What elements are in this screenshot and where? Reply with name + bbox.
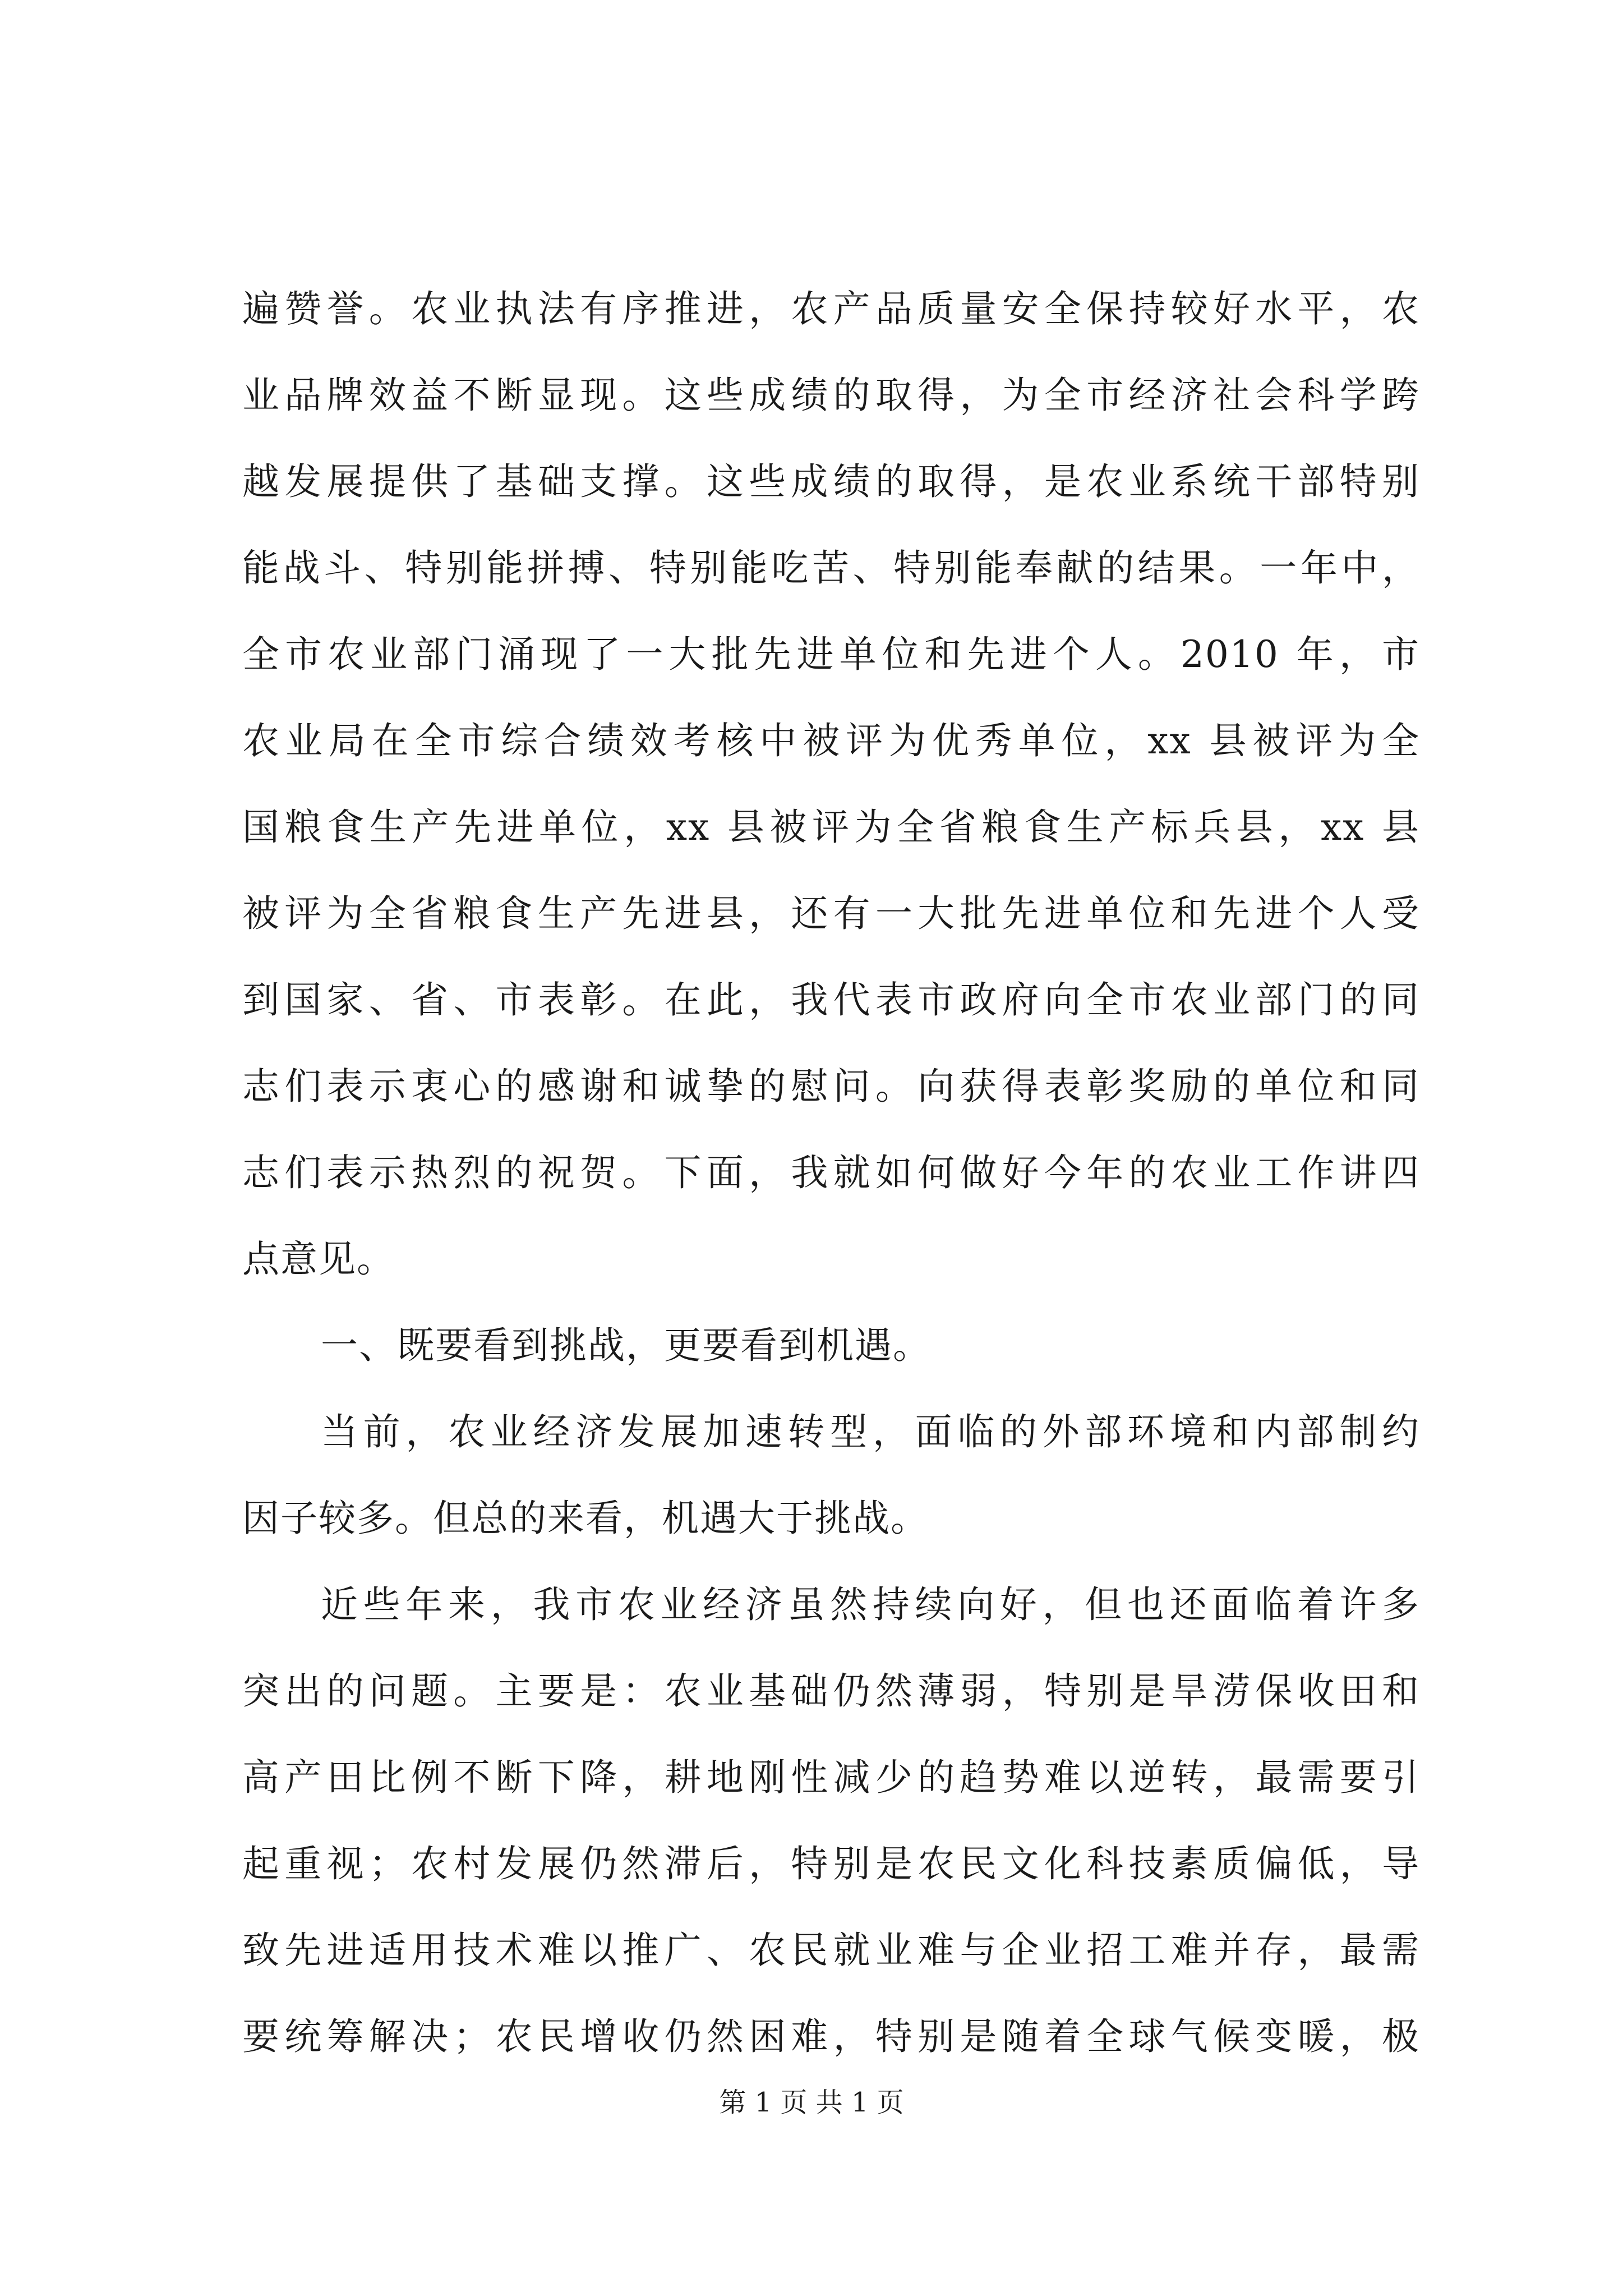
text-line: 起重视；农村发展仍然滞后，特别是农民文化科技素质偏低，导: [242, 1842, 1420, 1885]
text-line: 因子较多。但总的来看，机遇大于挑战。: [242, 1497, 929, 1540]
text-line: 国粮食生产先进单位，xx 县被评为全省粮食生产标兵县，xx 县: [242, 806, 1420, 849]
text-line: 致先进适用技术难以推广、农民就业难与企业招工难并存，最需: [242, 1929, 1420, 1972]
text-line: 被评为全省粮食生产先进县，还有一大批先进单位和先进个人受: [242, 892, 1420, 935]
text-line: 点意见。: [242, 1237, 395, 1281]
text-line: 要统筹解决；农民增收仍然困难，特别是随着全球气候变暖，极: [242, 2015, 1420, 2058]
page-number-footer: 第 1 页 共 1 页: [719, 2087, 904, 2118]
text-line: 志们表示热烈的祝贺。下面，我就如何做好今年的农业工作讲四: [242, 1151, 1420, 1194]
text-line: 全市农业部门涌现了一大批先进单位和先进个人。2010 年，市: [242, 633, 1420, 676]
text-line: 高产田比例不断下降，耕地刚性减少的趋势难以逆转，最需要引: [242, 1756, 1420, 1799]
text-line: 越发展提供了基础支撑。这些成绩的取得，是农业系统干部特别: [242, 460, 1420, 503]
text-line: 突出的问题。主要是：农业基础仍然薄弱，特别是旱涝保收田和: [242, 1669, 1420, 1713]
text-line: 近些年来，我市农业经济虽然持续向好，但也还面临着许多: [321, 1583, 1420, 1626]
text-line: 志们表示衷心的感谢和诚挚的慰问。向获得表彰奖励的单位和同: [242, 1065, 1420, 1108]
document-body: [242, 266, 1420, 2080]
section-heading: 一、既要看到挑战，更要看到机遇。: [321, 1324, 931, 1367]
text-line: 到国家、省、市表彰。在此，我代表市政府向全市农业部门的同: [242, 978, 1420, 1022]
text-line: 遍赞誉。农业执法有序推进，农产品质量安全保持较好水平，农: [242, 287, 1420, 330]
text-line: 业品牌效益不断显现。这些成绩的取得，为全市经济社会科学跨: [242, 374, 1420, 417]
text-line: 农业局在全市综合绩效考核中被评为优秀单位，xx 县被评为全: [242, 719, 1420, 762]
text-line: 能战斗、特别能拼搏、特别能吃苦、特别能奉献的结果。一年中，: [242, 546, 1420, 590]
text-line: 当前，农业经济发展加速转型，面临的外部环境和内部制约: [321, 1410, 1420, 1453]
